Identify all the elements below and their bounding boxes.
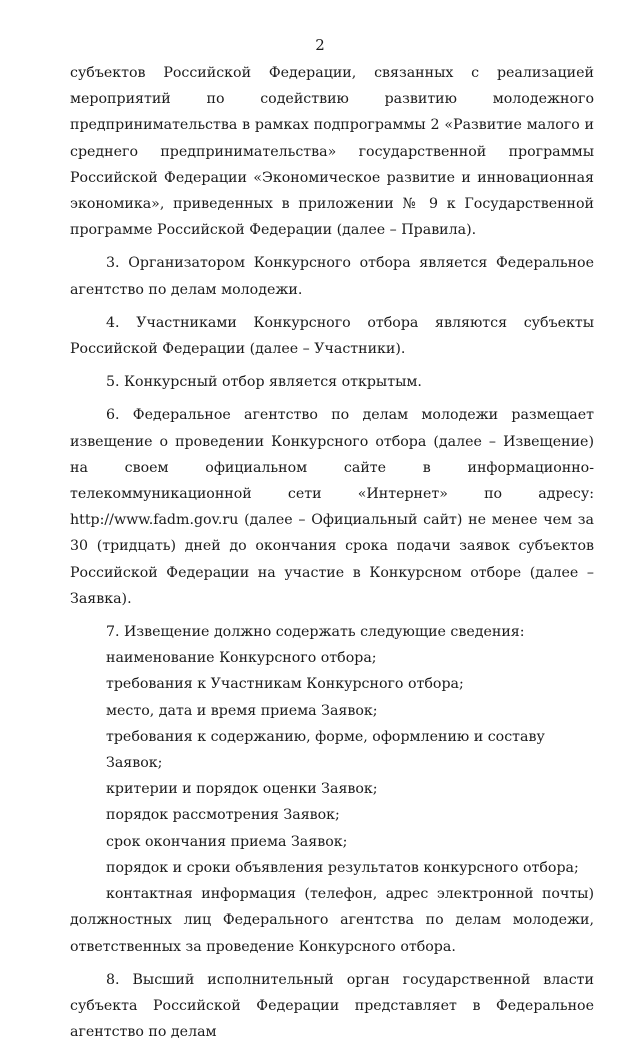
page-number: 2	[315, 36, 325, 54]
list-item: порядок рассмотрения Заявок;	[106, 807, 340, 824]
list-item: место, дата и время приема Заявок;	[106, 702, 378, 719]
paragraph-organizer: 3. Организатором Конкурсного отбора является Федеральное агентство по делам молодежи.	[70, 255, 594, 298]
document-body	[70, 60, 594, 1045]
paragraph-notice-contents: 7. Извещение должно содержать следующие сведения:	[106, 624, 525, 641]
notice-requirements-list	[70, 645, 594, 959]
list-item: наименование Конкурсного отбора;	[106, 650, 377, 667]
paragraph-notice: 6. Федеральное агентство по делам молодежи размещает извещение о проведении Конкурсного отбора (далее – Извещение) на своем официальном сайте в информационно-телекоммуникационной сети «Интернет» по адресу: http://www.fadm.gov.ru (далее – Официальный сайт) не менее чем за 30 (тридцать) дней до окончания срока подачи заявок субъектов Российской Федерации на участие в Конкурсном отборе (далее – Заявка).	[70, 407, 594, 607]
list-item: требования к Участникам Конкурсного отбора;	[106, 676, 464, 693]
paragraph-open-selection: 5. Конкурсный отбор является открытым.	[106, 374, 422, 391]
paragraph-participants: 4. Участниками Конкурсного отбора являются субъекты Российской Федерации (далее – Участники).	[70, 314, 594, 358]
list-item-contacts: контактная информация (телефон, адрес электронной почты) должностных лиц Федерального агентства по делам молодежи, ответственных за проведение Конкурсного отбора.	[70, 886, 594, 955]
list-item: срок окончания приема Заявок;	[106, 833, 348, 850]
paragraph-executive-authority: 8. Высший исполнительный орган государственной власти субъекта Российской Федерации представляет в Федеральное агентство по делам	[70, 971, 594, 1041]
paragraph-continuation: субъектов Российской Федерации, связанных с реализацией мероприятий по содействию развитию молодежного предпринимательства в рамках подпрограммы 2 «Развитие малого и среднего предпринимательства» государственной программы Российской Федерации «Экономическое развитие и инновационная экономика», приведенных в приложении № 9 к Государственной программе Российской Федерации (далее – Правила).	[70, 65, 594, 239]
list-item: требования к содержанию, форме, оформлению и составу Заявок;	[106, 728, 545, 772]
list-item: критерии и порядок оценки Заявок;	[106, 781, 378, 798]
list-item: порядок и сроки объявления результатов конкурсного отбора;	[106, 859, 579, 876]
